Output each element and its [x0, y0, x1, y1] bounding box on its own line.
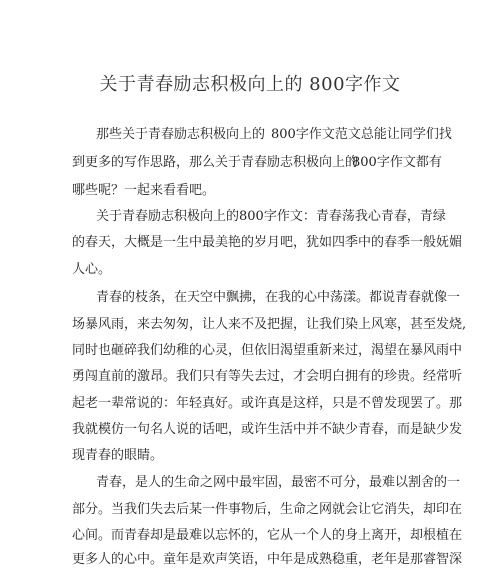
text-line: 到更多的写作思路，那么关于青春励志积极向上的	[72, 155, 359, 170]
text-line: 那些关于青春励志积极向上的	[96, 127, 266, 142]
text-line: 现青春的眼睛。	[72, 448, 164, 463]
text-line: 勇闯直前的激昂。我们只有等失去过，才会明白拥有的珍贵。经常听	[72, 369, 463, 384]
text-line: 心间。而青春却是最难以忘怀的，它从一个人的身上离开，却根植在	[72, 528, 463, 543]
text-line: 同时也砸碎我们幼稚的心灵，但依旧渴望重新来过，渴望在暴风雨中	[72, 343, 463, 358]
text-line: 人心。	[72, 262, 112, 277]
text-line: 部分。当我们失去后某一件事物后，生命之网就会让它消失，却印在	[72, 502, 463, 517]
text-line: 青春，是人的生命之网中最牢固，最密不可分，最难以割舍的一	[96, 475, 461, 490]
text-line: 的春天，大概是一生中最美艳的岁月吧，犹如四季中的春季一般妩媚	[72, 235, 463, 250]
text-line: 哪些呢？一起来看看吧。	[72, 183, 216, 198]
text-line: 我就模仿一句名人说的话吧，或许生活中并不缺少青春，而是缺少发	[72, 422, 463, 437]
text-line: 关于青春励志积极向上的800字作文：青春荡我心青春，青绿	[96, 209, 446, 224]
text-line: 青春的枝条，在天空中飘拂，在我的心中荡漾。都说青春就像一	[96, 290, 461, 305]
text-line: 800字作文都有	[352, 155, 442, 170]
text-line: 更多人的心中。童年是欢声笑语，中年是成熟稳重，老年是那睿智深	[72, 552, 463, 567]
text-line: 起老一辈常说的：年轻真好。或许真是这样，只是不曾发现罢了。那	[72, 396, 463, 411]
page-title: 关于青春励志积极向上的 800字作文	[99, 74, 401, 95]
text-line: 800字作文范文总能让同学们找	[271, 127, 452, 142]
text-line: 场暴风雨，来去匆匆，让人来不及把握，让我们染上风寒，甚至发烧,	[72, 317, 467, 332]
